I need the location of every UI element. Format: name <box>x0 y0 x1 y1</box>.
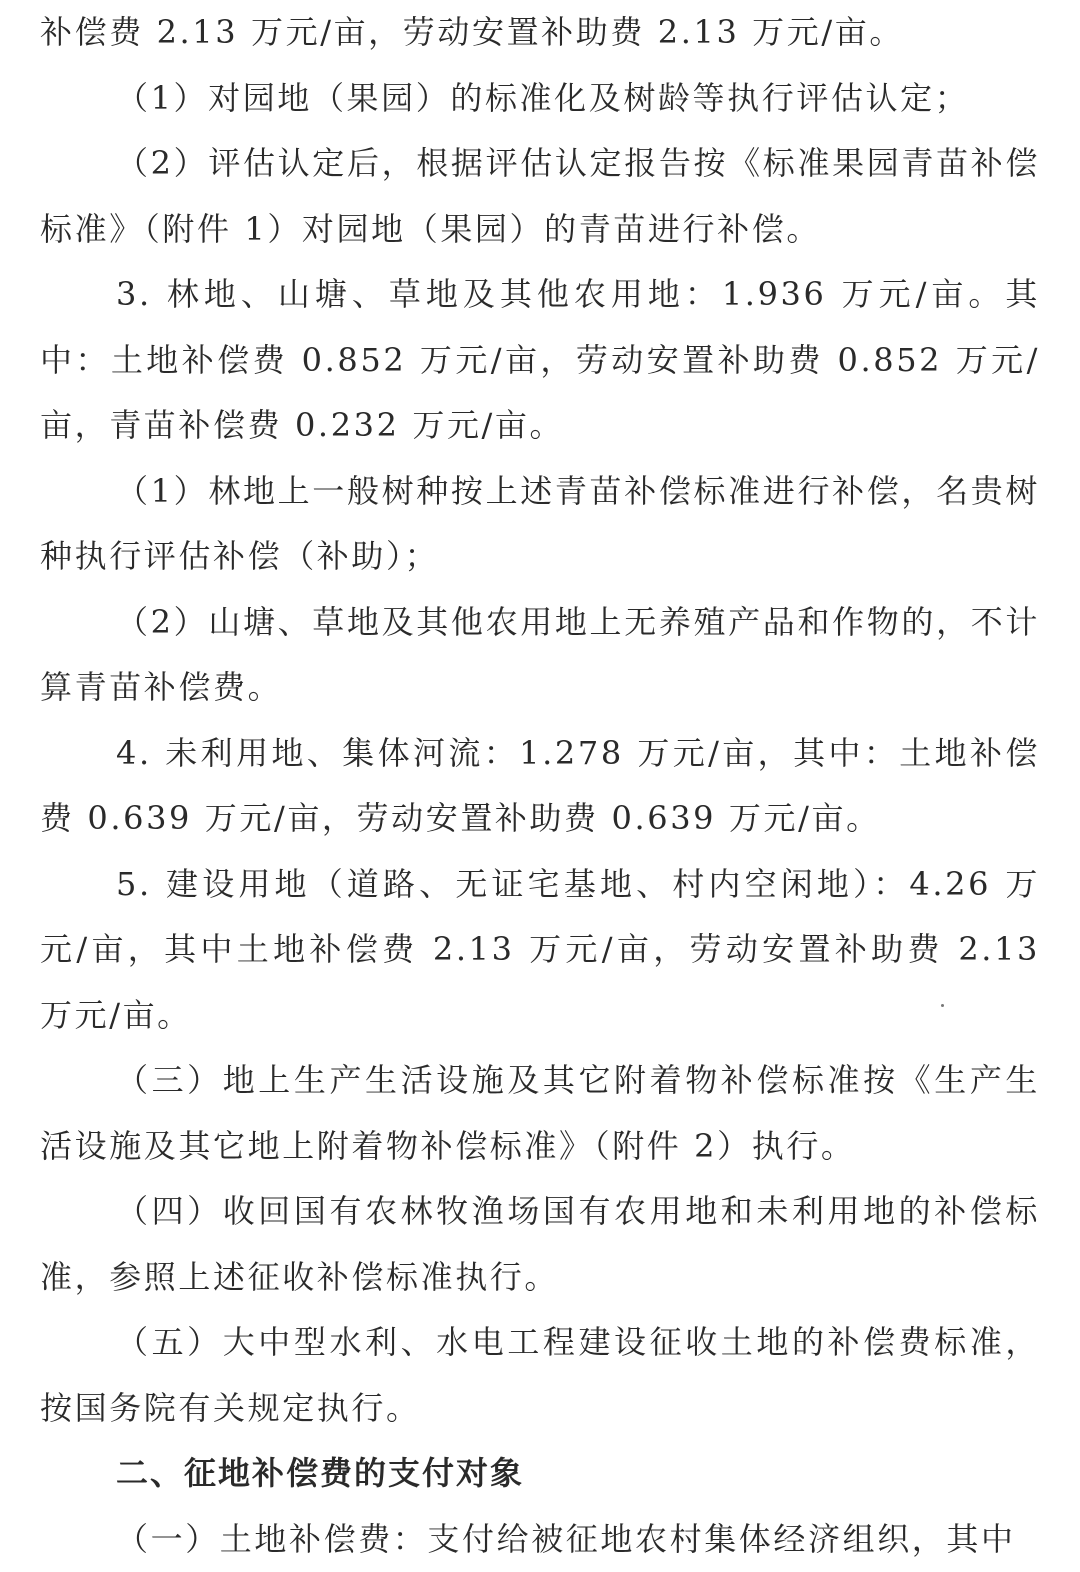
scan-speck <box>941 1004 944 1007</box>
paragraph-water-projects: （五）大中型水利、水电工程建设征收土地的补偿费标准，按国务院有关规定执行。 <box>40 1310 1040 1441</box>
paragraph-state-farms: （四）收回国有农林牧渔场国有农用地和未利用地的补偿标准，参照上述征收补偿标准执行。 <box>40 1179 1040 1310</box>
paragraph-unused-land: 4. 未利用地、集体河流：1.278 万元/亩，其中：土地补偿费 0.639 万元/亩，劳动安置补助费 0.639 万元/亩。 <box>40 721 1040 852</box>
paragraph-tree-species: （1）林地上一般树种按上述青苗补偿标准进行补偿，名贵树种执行评估补偿（补助）； <box>40 459 1040 590</box>
paragraph-continuation: 补偿费 2.13 万元/亩，劳动安置补助费 2.13 万元/亩。 <box>40 0 1040 66</box>
section-heading-payment-targets: 二、征地补偿费的支付对象 <box>40 1441 1040 1507</box>
paragraph-land-compensation-payment: （一）土地补偿费：支付给被征地农村集体经济组织，其中 <box>40 1507 1040 1572</box>
paragraph-orchard-assessment: （1）对园地（果园）的标准化及树龄等执行评估认定； <box>40 66 1040 132</box>
paragraph-construction-land: 5. 建设用地（道路、无证宅基地、村内空闲地）：4.26 万元/亩，其中土地补偿费 2.13 万元/亩，劳动安置补助费 2.13 万元/亩。 <box>40 852 1040 1049</box>
paragraph-facilities: （三）地上生产生活设施及其它附着物补偿标准按《生产生活设施及其它地上附着物补偿标准》（附件 2）执行。 <box>40 1048 1040 1179</box>
paragraph-orchard-compensation: （2）评估认定后，根据评估认定报告按《标准果园青苗补偿标准》（附件 1）对园地（果园）的青苗进行补偿。 <box>40 131 1040 262</box>
paragraph-forest-land: 3. 林地、山塘、草地及其他农用地：1.936 万元/亩。其中：土地补偿费 0.852 万元/亩，劳动安置补助费 0.852 万元/亩，青苗补偿费 0.232 万元/亩。 <box>40 262 1040 459</box>
paragraph-pond-grassland: （2）山塘、草地及其他农用地上无养殖产品和作物的，不计算青苗补偿费。 <box>40 590 1040 721</box>
